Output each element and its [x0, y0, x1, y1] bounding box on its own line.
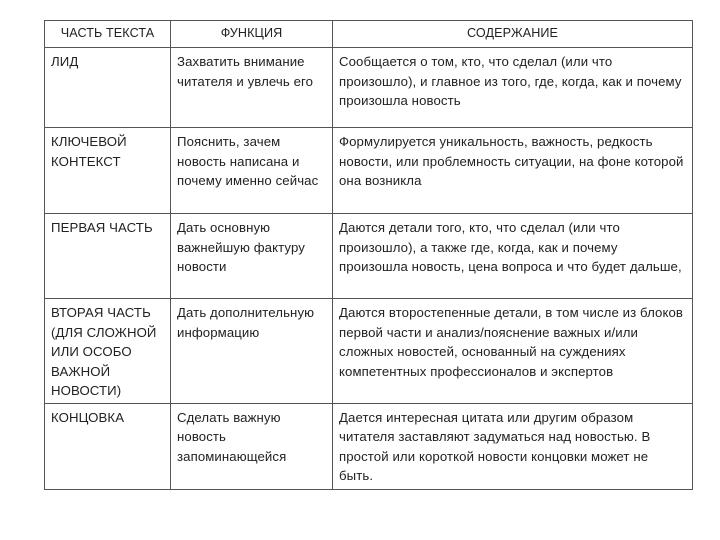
- part-cell: [45, 48, 171, 128]
- function-text: Сделать важную новость запоминающейся: [177, 409, 287, 464]
- function-cell: [171, 128, 333, 214]
- function-text: Дать дополнительную информацию: [177, 305, 315, 340]
- content-cell: [333, 403, 693, 489]
- header-row: [45, 21, 693, 48]
- content-text: Даются детали того, кто, что сделал (или что произошло), а также где, когда, как и почему произошла новость, цена вопроса и что будет дальше,: [339, 220, 682, 274]
- content-text: Сообщается о том, кто, что сделал (или что произошло), и главное из того, где, когда, как и почему произошла новость: [339, 54, 682, 108]
- content-cell: [333, 48, 693, 128]
- table-row: [45, 48, 693, 128]
- header-content: СОДЕРЖАНИЕ: [333, 21, 693, 48]
- table-row: [45, 128, 693, 214]
- function-cell: [171, 48, 333, 128]
- part-cell: [45, 214, 171, 299]
- content-text: Дается интересная цитата или другим образом читателя заставляют задуматься над новостью. В простой или короткой новости концовки может не быть.: [339, 409, 651, 483]
- part-text: ЛИД: [51, 54, 79, 69]
- content-text: Формулируется уникальность, важность, редкость новости, или проблемность ситуации, на фоне которой она возникла: [339, 134, 684, 188]
- part-text: КЛЮЧЕВОЙ КОНТЕКСТ: [51, 134, 127, 169]
- function-text: Захватить внимание читателя и увлечь его: [177, 54, 314, 89]
- function-cell: [171, 299, 333, 404]
- function-cell: [171, 403, 333, 489]
- function-text: Пояснить, зачем новость написана и почему именно сейчас: [177, 134, 319, 188]
- content-cell: [333, 214, 693, 299]
- part-cell: [45, 299, 171, 404]
- header-part: ЧАСТЬ ТЕКСТА: [45, 21, 171, 48]
- part-text: ВТОРАЯ ЧАСТЬ (ДЛЯ СЛОЖНОЙ ИЛИ ОСОБО ВАЖНОЙ НОВОСТИ): [51, 305, 157, 398]
- content-cell: [333, 128, 693, 214]
- table-row: [45, 299, 693, 404]
- function-text: Дать основную важнейшую фактуру новости: [177, 220, 305, 274]
- content-cell: [333, 299, 693, 404]
- part-cell: [45, 403, 171, 489]
- table-body: [45, 48, 693, 490]
- part-text: ПЕРВАЯ ЧАСТЬ: [51, 220, 153, 235]
- table-row: [45, 403, 693, 489]
- part-cell: [45, 128, 171, 214]
- table-row: [45, 214, 693, 299]
- table-header: [45, 21, 693, 48]
- header-function: ФУНКЦИЯ: [171, 21, 333, 48]
- news-structure-table: [44, 20, 693, 490]
- content-text: Даются второстепенные детали, в том числе из блоков первой части и анализ/пояснение важных и/или сложных новостей, основанный на суждениях компетентных профессионалов и экспертов: [339, 305, 684, 379]
- part-text: КОНЦОВКА: [51, 409, 125, 425]
- function-cell: [171, 214, 333, 299]
